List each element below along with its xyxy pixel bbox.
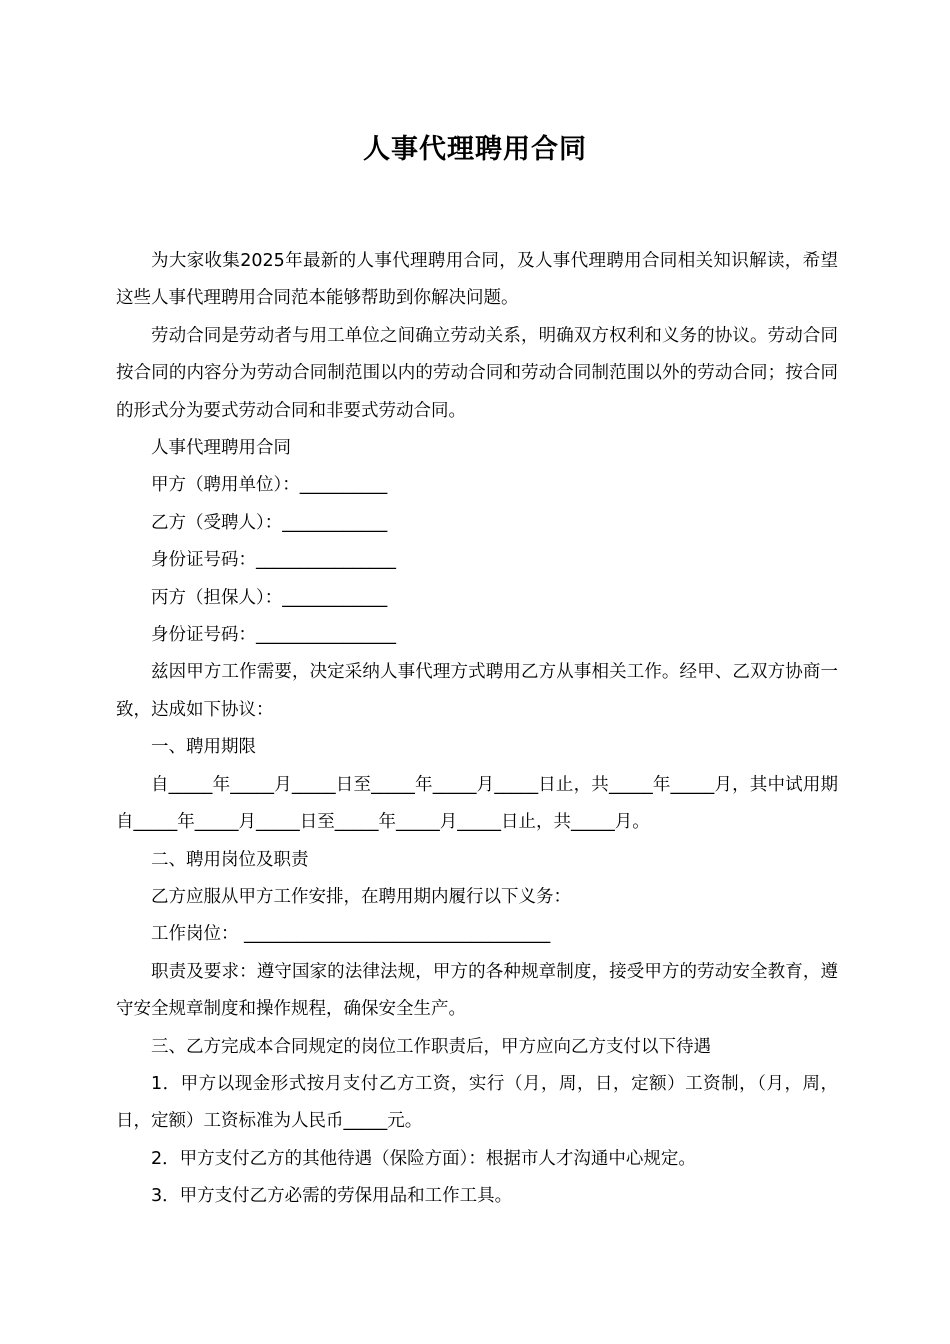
section-2-heading: 二、聘用岗位及职责 bbox=[151, 849, 309, 870]
work-position-field: 工作岗位： ___________________________________ bbox=[151, 924, 551, 945]
party-c-id-field: 身份证号码：________________ bbox=[151, 625, 396, 646]
section-1-heading: 一、聘用期限 bbox=[151, 737, 256, 758]
section-3-heading: 三、乙方完成本合同规定的岗位工作职责后，甲方应向乙方支付以下待遇 bbox=[151, 1036, 711, 1057]
document-body bbox=[116, 243, 838, 1216]
party-c-field: 丙方（担保人）：____________ bbox=[151, 587, 388, 608]
document-title: 人事代理聘用合同 bbox=[363, 134, 587, 165]
agreement-preamble: 兹因甲方工作需要，决定采纳人事代理方式聘用乙方从事相关工作。经甲、乙双方协商一致，达成如下协议： bbox=[116, 662, 838, 720]
item-1-salary: 1．甲方以现金形式按月支付乙方工资，实行（月，周，日，定额）工资制，（月，周，日，定额）工资标准为人民币_____元。 bbox=[116, 1073, 838, 1132]
definition-paragraph: 劳动合同是劳动者与用工单位之间确立劳动关系，明确双方权利和义务的协议。劳动合同按合同的内容分为劳动合同制范围以内的劳动合同和劳动合同制范围以外的劳动合同；按合同的形式分为要式劳动合同和非要式劳动合同。 bbox=[116, 325, 838, 421]
obligations-intro: 乙方应服从甲方工作安排，在聘用期内履行以下义务： bbox=[151, 886, 571, 907]
intro-paragraph: 为大家收集2025年最新的人事代理聘用合同，及人事代理聘用合同相关知识解读，希望这些人事代理聘用合同范本能够帮助到你解决问题。 bbox=[116, 251, 838, 309]
contract-heading: 人事代理聘用合同 bbox=[151, 438, 291, 459]
item-2-benefits: 2．甲方支付乙方的其他待遇（保险方面）：根据市人才沟通中心规定。 bbox=[151, 1148, 696, 1169]
duties-text: 职责及要求：遵守国家的法律法规，甲方的各种规章制度，接受甲方的劳动安全教育，遵守安全规章制度和操作规程，确保安全生产。 bbox=[116, 961, 838, 1020]
party-a-field: 甲方（聘用单位）：__________ bbox=[151, 475, 388, 496]
party-b-field: 乙方（受聘人）：____________ bbox=[151, 512, 388, 533]
party-b-id-field: 身份证号码：________________ bbox=[151, 550, 396, 571]
employment-period-text: 自_____年_____月_____日至_____年_____月_____日止，共_____年_____月，其中试用期自_____年_____月_____日至_____年_____月_____日止，共_____月。 bbox=[116, 774, 838, 833]
item-3-equipment: 3．甲方支付乙方必需的劳保用品和工作工具。 bbox=[151, 1186, 513, 1207]
